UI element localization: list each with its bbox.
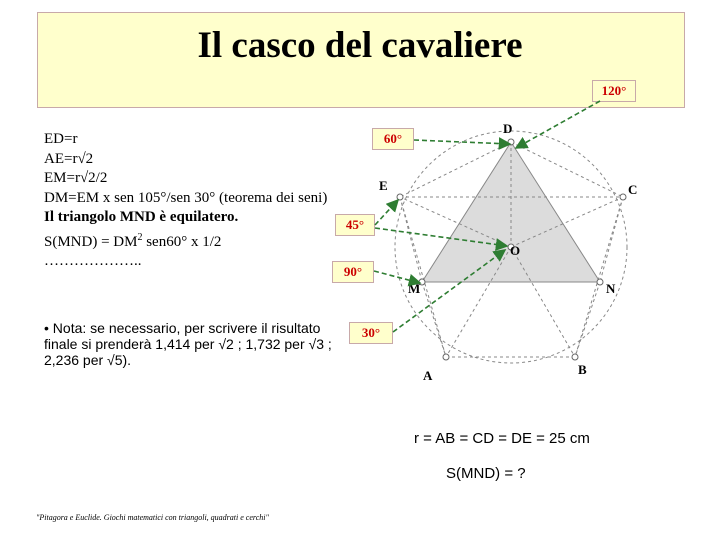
formula-dm: DM=EM x sen 105°/sen 30° (teorema dei seni) (44, 189, 328, 206)
point-e-marker (397, 194, 403, 200)
page-title: Il casco del cavaliere (197, 25, 523, 66)
arrow-90 (374, 271, 420, 283)
angle-label-90: 90° (332, 261, 374, 283)
formula-ed: ED=r (44, 131, 78, 147)
point-o-label: O (510, 243, 521, 258)
point-n-label: N (606, 281, 616, 296)
point-c-marker (620, 194, 626, 200)
formula-equilateral: Il triangolo MND è equilatero. (44, 209, 239, 225)
note-text: • Nota: se necessario, per scrivere il risultato finale si prenderà 1,414 per √2 ; 1,732 per √3 ; 2,236 per √5). (44, 320, 332, 368)
formula-area-tail: sen60° x 1/2 (142, 233, 222, 250)
point-m-label: M (408, 281, 421, 296)
formula-ae: AE=r√2 (44, 150, 94, 167)
point-e-label: E (379, 178, 388, 193)
question-text: S(MND) = ? (446, 465, 526, 482)
point-b-label: B (578, 362, 587, 377)
point-b-marker (572, 354, 578, 360)
arrow-45-e (375, 200, 398, 225)
given-data: r = AB = CD = DE = 25 cm (414, 430, 590, 447)
point-d-label: D (503, 121, 513, 136)
point-n-marker (597, 279, 603, 285)
point-c-label: C (628, 182, 638, 197)
point-d-marker (508, 139, 514, 145)
angle-label-60: 60° (372, 128, 414, 150)
formula-area-main: S(MND) = DM (44, 233, 138, 250)
footer-citation: "Pitagora e Euclide. Giochi matematici con triangoli, quadrati e cerchi" (36, 513, 269, 522)
point-a-label: A (423, 368, 433, 383)
point-a-marker (443, 354, 449, 360)
formula-area-exponent: 2 (137, 231, 143, 243)
formula-em: EM=r√2/2 (44, 170, 108, 186)
angle-label-120: 120° (592, 80, 636, 102)
arrow-60 (414, 140, 510, 144)
formula-ellipsis: ……………….. (44, 253, 142, 269)
angle-label-30: 30° (349, 322, 393, 344)
angle-label-45: 45° (335, 214, 375, 236)
